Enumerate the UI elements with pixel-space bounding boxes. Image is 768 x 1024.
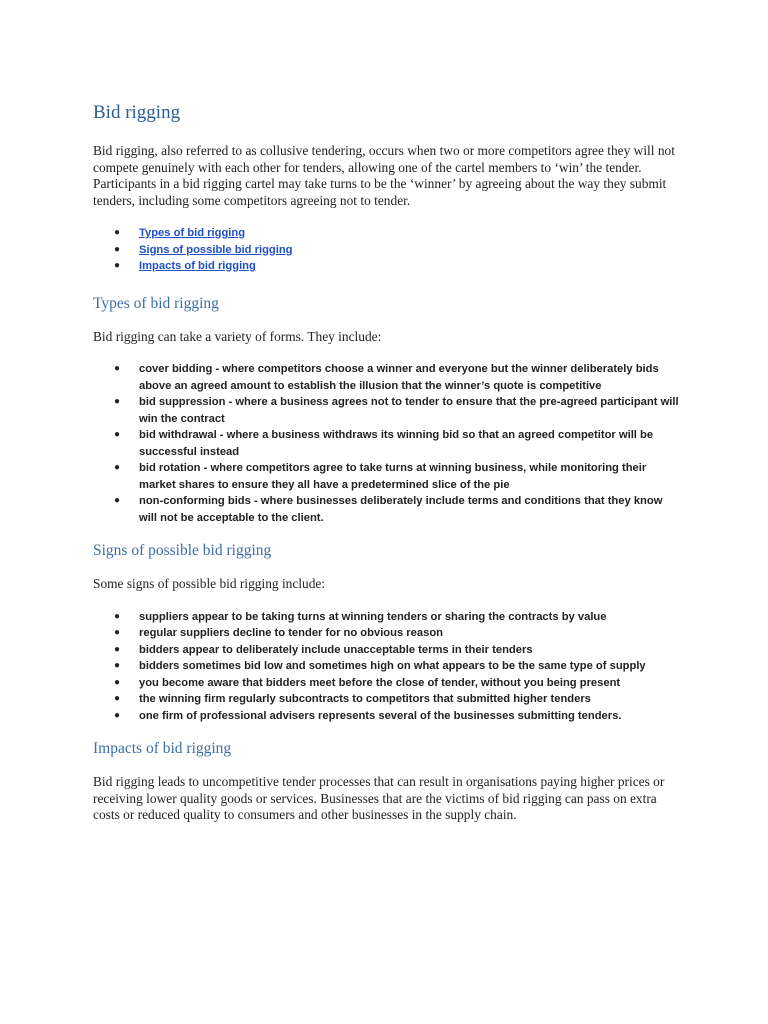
list-item <box>93 675 683 692</box>
section-heading-signs: Signs of possible bid rigging <box>93 542 272 559</box>
bullet-icon: ● <box>114 396 121 407</box>
list-item <box>93 361 683 394</box>
list-item-text: bid suppression - where a business agrees not to tender to ensure that the pre-agreed participant will win the contract <box>139 396 679 425</box>
toc-link-signs[interactable]: Signs of possible bid rigging <box>139 243 293 256</box>
list-item <box>93 658 683 675</box>
toc-link-types[interactable]: Types of bid rigging <box>139 227 246 239</box>
section-heading-impacts: Impacts of bid rigging <box>93 740 232 757</box>
list-item <box>93 427 683 460</box>
list-item-text: suppliers appear to be taking turns at winning tenders or sharing the contracts by value <box>139 610 607 623</box>
signs-lead: Some signs of possible bid rigging include: <box>93 576 326 591</box>
list-item <box>93 625 683 642</box>
page-title: Bid rigging <box>93 102 181 123</box>
types-lead: Bid rigging can take a variety of forms. They include: <box>93 328 382 344</box>
bullet-icon: ● <box>114 709 121 721</box>
signs-list <box>93 609 683 725</box>
types-list <box>93 361 683 526</box>
bullet-icon: ● <box>114 363 121 374</box>
toc-item <box>93 225 683 242</box>
bullet-icon: ● <box>114 660 121 671</box>
document-page <box>93 100 683 840</box>
bullet-icon: ● <box>114 495 121 506</box>
toc-item <box>93 258 683 275</box>
toc-item <box>93 242 683 259</box>
list-item-text: regular suppliers decline to tender for no obvious reason <box>139 627 443 639</box>
list-item <box>93 691 683 708</box>
list-item-text: non-conforming bids - where businesses deliberately include terms and conditions that they know will not be acceptable to the client. <box>139 495 663 524</box>
list-item <box>93 460 683 493</box>
bullet-icon: ● <box>114 227 121 238</box>
list-item <box>93 642 683 659</box>
bullet-icon: ● <box>114 676 121 688</box>
list-item-text: cover bidding - where competitors choose a winner and everyone but the winner deliberately bids above an agreed amount to establish the illusion that the winner’s quote is competitive <box>139 363 659 392</box>
impacts-paragraph: Bid rigging leads to uncompetitive tender processes that can result in organisations paying higher prices or receiving lower quality goods or services. Businesses that are the victims of bid rigging can pass on extra costs or reduced quality to consumers and other businesses in the supply chain. <box>93 774 665 822</box>
bullet-icon: ● <box>114 693 121 704</box>
list-item <box>93 493 683 526</box>
list-item-text: one firm of professional advisers represents several of the businesses submitting tenders. <box>139 709 622 722</box>
bullet-icon: ● <box>114 243 121 255</box>
list-item <box>93 708 683 725</box>
table-of-contents <box>93 225 683 275</box>
intro-paragraph: Bid rigging, also referred to as collusive tendering, occurs when two or more competitors agree they will not compete genuinely with each other for tenders, allowing one of the cartel members to ‘win’ the tender. Participants in a bid rigging cartel may take turns to be the ‘winner’ by agreeing about the way they submit tenders, including some competitors agreeing not to tender. <box>93 143 675 208</box>
bullet-icon: ● <box>114 429 121 440</box>
list-item-text: bid withdrawal - where a business withdraws its winning bid so that an agreed competitor will be successful instead <box>139 429 654 458</box>
section-heading-types: Types of bid rigging <box>93 294 219 312</box>
bullet-icon: ● <box>114 643 121 655</box>
toc-link-impacts[interactable]: Impacts of bid rigging <box>139 260 256 272</box>
list-item-text: bidders appear to deliberately include unacceptable terms in their tenders <box>139 643 533 656</box>
list-item-text: bidders sometimes bid low and sometimes high on what appears to be the same type of supply <box>139 660 646 672</box>
list-item <box>93 609 683 626</box>
list-item-text: the winning firm regularly subcontracts to competitors that submitted higher tenders <box>139 693 591 705</box>
bullet-icon: ● <box>114 260 121 271</box>
bullet-icon: ● <box>114 610 121 622</box>
bullet-icon: ● <box>114 462 121 473</box>
list-item-text: bid rotation - where competitors agree to take turns at winning business, while monitoring their market shares to ensure they all have a predetermined slice of the pie <box>139 462 647 491</box>
bullet-icon: ● <box>114 627 121 638</box>
list-item-text: you become aware that bidders meet before the close of tender, without you being present <box>139 676 621 689</box>
list-item <box>93 394 683 427</box>
